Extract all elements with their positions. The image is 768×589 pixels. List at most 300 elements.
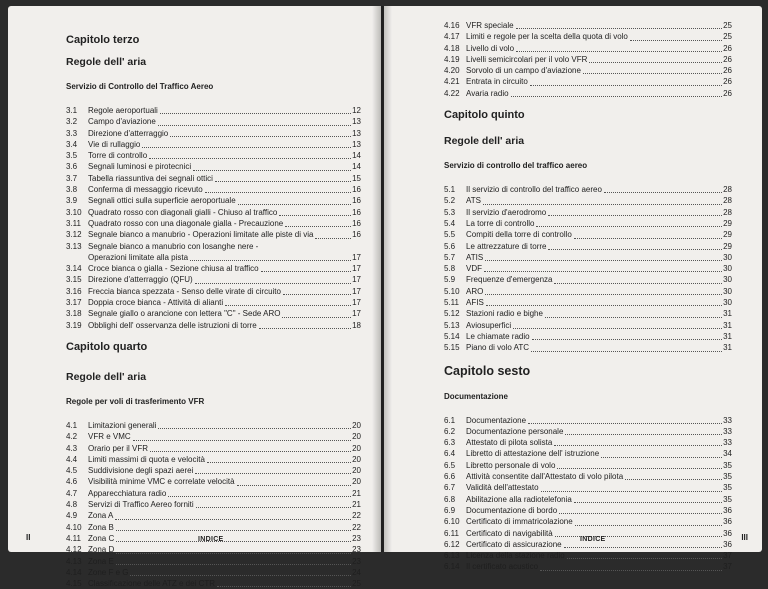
toc-entry-number: 5.11	[444, 298, 459, 308]
toc-entry-page: 31	[723, 331, 732, 341]
toc-leader-dots	[548, 249, 722, 250]
toc-leader-dots	[285, 226, 351, 227]
toc-entry	[444, 207, 732, 218]
toc-entry-title: Abilitazione alla radiotelefonia	[466, 494, 572, 504]
toc-entry	[444, 31, 732, 42]
toc-entry-title: Certificato di navigabilità	[466, 528, 553, 538]
left-page	[8, 6, 381, 589]
toc-entry-number: 3.3	[66, 128, 78, 138]
toc-entry-number: 3.1	[66, 106, 78, 115]
toc-entry	[444, 460, 732, 471]
toc-leader-dots	[116, 530, 351, 531]
toc-entry-number: 4.20	[444, 66, 460, 76]
toc-leader-dots	[283, 294, 351, 295]
toc-entry	[444, 561, 732, 572]
toc-entry-page: 30	[723, 298, 732, 308]
toc-entry-number: 6.4	[444, 449, 456, 459]
toc-leader-dots	[554, 445, 722, 446]
toc-entry	[444, 88, 732, 99]
toc-leader-dots	[279, 215, 351, 216]
toc-entry	[444, 494, 732, 505]
toc-entry-page: 31	[723, 320, 732, 330]
toc-entry	[66, 297, 361, 308]
toc-entry-number: 5.10	[444, 286, 460, 296]
toc-entry	[444, 218, 732, 229]
toc-entry-title: VFR e VMC	[88, 432, 131, 442]
toc-entry	[444, 20, 732, 31]
toc-entry-title: Doppia croce bianca - Attività di alianti	[88, 298, 224, 308]
toc-entry-title: Le attrezzature di torre	[466, 241, 547, 251]
toc-entry	[66, 443, 361, 454]
toc-leader-dots	[133, 440, 351, 441]
toc-entry-page: 31	[723, 309, 732, 319]
toc-entry-title: Orario per il VFR	[88, 443, 149, 453]
toc-entry	[66, 252, 361, 263]
toc-entry-title: Conferma di messaggio ricevuto	[88, 185, 203, 195]
page-folio: III	[741, 533, 748, 542]
toc-leader-dots	[196, 507, 351, 508]
toc-entry-number: 6.3	[444, 438, 456, 448]
toc-entry-title: Zona A	[88, 511, 114, 521]
toc-leader-dots	[238, 204, 351, 205]
toc-entry-title: Attività consentite dall'Attestato di volo pilota	[466, 472, 624, 482]
toc-entry-number: 4.6	[66, 477, 78, 487]
toc-entry-title: Entrata in circuito	[466, 77, 528, 87]
toc-entry-number: 3.12	[66, 230, 82, 240]
toc-entry-page: 36	[723, 505, 732, 515]
toc-entry	[444, 331, 732, 342]
toc-entry-title: ATIS	[466, 252, 484, 262]
toc-entry-page: 25	[723, 21, 732, 30]
toc-entry	[444, 76, 732, 87]
toc-entry-number: 5.3	[444, 207, 456, 217]
toc-entry	[66, 173, 361, 184]
toc-entry-page: 23	[352, 556, 361, 566]
toc-entry-title: Stazioni radio e bighe	[466, 309, 543, 319]
toc-entry-title: Limiti massimi di quota e velocità	[88, 454, 205, 464]
toc-entry	[444, 184, 732, 195]
toc-entry	[444, 415, 732, 426]
toc-entry-title: Quadrato rosso con diagonali gialli - Chiuso al traffico	[88, 207, 278, 217]
toc-entry	[444, 43, 732, 54]
toc-entry-title: Zona D	[88, 545, 115, 555]
toc-entry-page: 25	[723, 32, 732, 42]
toc-leader-dots	[604, 192, 722, 193]
section-heading: Documentazione	[444, 391, 509, 401]
toc-leader-dots	[115, 519, 351, 520]
toc-entry-page: 17	[352, 298, 361, 308]
toc-leader-dots	[142, 147, 351, 148]
toc-list	[66, 105, 361, 331]
toc-entry-number: 5.1	[444, 185, 456, 195]
toc-leader-dots	[130, 575, 351, 576]
toc-leader-dots	[567, 558, 722, 559]
toc-leader-dots	[160, 113, 351, 114]
toc-leader-dots	[170, 136, 351, 137]
toc-entry-title: Vie di rullaggio	[88, 139, 141, 149]
toc-entry-page: 17	[352, 286, 361, 296]
toc-leader-dots	[511, 96, 723, 97]
right-page	[384, 6, 762, 572]
toc-list	[66, 420, 361, 589]
toc-entry-title: Limiti e regole per la scelta della quota di volo	[466, 32, 628, 42]
toc-entry-title: Livello di volo	[466, 43, 515, 53]
toc-entry-page: 20	[352, 432, 361, 442]
toc-entry-number: 4.7	[66, 488, 78, 498]
toc-entry	[66, 241, 361, 252]
toc-entry-title: Zona E	[88, 556, 114, 566]
toc-leader-dots	[548, 215, 722, 216]
toc-entry-page: 17	[352, 275, 361, 285]
toc-entry-number: 3.9	[66, 196, 78, 206]
toc-leader-dots	[574, 502, 722, 503]
toc-entry-number: 4.5	[66, 466, 78, 476]
toc-entry-page: 29	[723, 241, 732, 251]
toc-entry-page: 21	[352, 500, 361, 510]
toc-entry	[444, 297, 732, 308]
toc-entry-page: 37	[723, 551, 732, 561]
toc-entry-page: 23	[352, 533, 361, 543]
toc-entry	[66, 139, 361, 150]
toc-entry-title: Piano di volo ATC	[466, 343, 529, 353]
toc-leader-dots	[516, 51, 722, 52]
toc-leader-dots	[207, 462, 351, 463]
toc-entry-title: Segnale bianco a manubrio - Operazioni limitate alle piste di via	[88, 230, 314, 240]
toc-leader-dots	[554, 283, 722, 284]
toc-entry-page: 30	[723, 286, 732, 296]
toc-leader-dots	[259, 328, 351, 329]
toc-leader-dots	[564, 547, 722, 548]
toc-entry	[66, 263, 361, 274]
toc-entry-page: 29	[723, 230, 732, 240]
section-heading: Regole per voli di trasferimento VFR	[66, 396, 205, 406]
toc-leader-dots	[630, 40, 722, 41]
toc-entry-page: 28	[723, 207, 732, 217]
toc-entry-title: Apparecchiatura radio	[88, 488, 167, 498]
toc-leader-dots	[116, 564, 351, 565]
toc-leader-dots	[158, 125, 351, 126]
toc-entry-number: 6.9	[444, 505, 456, 515]
toc-entry-number: 6.11	[444, 528, 459, 538]
toc-entry-page: 28	[723, 196, 732, 206]
toc-entry-number: 3.5	[66, 151, 78, 161]
running-head: INDICE	[580, 536, 606, 543]
toc-entry-number: 5.15	[444, 343, 460, 353]
toc-entry-number: 4.14	[66, 567, 82, 577]
toc-entry-page: 16	[352, 230, 361, 240]
toc-leader-dots	[575, 525, 722, 526]
toc-list	[444, 20, 732, 99]
toc-entry	[66, 105, 361, 116]
toc-entry-title: Segnali luminosi e pirotecnici	[88, 162, 192, 172]
toc-entry-title: Livelli semicircolari per il volo VFR	[466, 54, 588, 64]
toc-entry	[66, 286, 361, 297]
book-gutter-shadow	[372, 6, 392, 552]
toc-entry	[444, 505, 732, 516]
toc-entry-number: 3.8	[66, 185, 78, 195]
toc-entry	[444, 320, 732, 331]
toc-entry-title: Libretto personale di volo	[466, 460, 556, 470]
toc-leader-dots	[530, 85, 722, 86]
toc-entry-number: 6.7	[444, 483, 456, 493]
toc-entry-page: 37	[723, 562, 732, 572]
toc-entry	[66, 499, 361, 510]
toc-entry-page: 14	[352, 151, 361, 161]
toc-entry	[444, 54, 732, 65]
toc-entry	[66, 578, 361, 589]
toc-leader-dots	[559, 513, 722, 514]
toc-entry-page: 16	[352, 196, 361, 206]
toc-entry-page: 33	[723, 438, 732, 448]
toc-leader-dots	[158, 428, 351, 429]
toc-entry	[444, 65, 732, 76]
toc-entry	[66, 556, 361, 567]
toc-leader-dots	[215, 181, 351, 182]
toc-entry-title: Attestato di pilota solista	[466, 438, 553, 448]
toc-entry-page: 28	[723, 185, 732, 195]
toc-entry-title: Compiti della torre di controllo	[466, 230, 572, 240]
toc-entry	[66, 184, 361, 195]
toc-entry-title: Campo d'aviazione	[88, 117, 156, 127]
toc-entry-title: Licenza della stazione radio	[466, 551, 565, 561]
toc-entry	[444, 342, 732, 353]
toc-entry	[444, 482, 732, 493]
toc-entry	[444, 241, 732, 252]
toc-entry-title: Certificato di immatricolazione	[466, 517, 573, 527]
toc-leader-dots	[486, 305, 722, 306]
toc-entry-number: 6.6	[444, 472, 456, 482]
toc-leader-dots	[589, 62, 722, 63]
toc-entry-page: 17	[352, 264, 361, 274]
toc-entry-title: Regole aeroportuali	[88, 106, 158, 115]
toc-entry	[66, 510, 361, 521]
toc-entry-title: Validità dell'attestato	[466, 483, 539, 493]
toc-entry-number: 3.6	[66, 162, 78, 172]
toc-entry-number: 4.2	[66, 432, 78, 442]
toc-entry-title: Classificazione delle ATZ e dei CTR	[88, 579, 216, 589]
toc-entry-number: 3.4	[66, 139, 78, 149]
section-heading: Servizio di Controllo del Traffico Aereo	[66, 82, 214, 91]
toc-entry-number: 3.7	[66, 173, 78, 183]
toc-entry-page: 35	[723, 460, 732, 470]
toc-entry-page: 16	[352, 218, 361, 228]
toc-leader-dots	[583, 73, 722, 74]
toc-entry-title: Avaria radio	[466, 88, 509, 98]
toc-entry-page: 16	[352, 185, 361, 195]
toc-leader-dots	[315, 238, 351, 239]
toc-entry	[66, 128, 361, 139]
toc-entry	[66, 522, 361, 533]
toc-entry-page: 22	[352, 511, 361, 521]
toc-entry-title: Documentazione	[466, 415, 527, 425]
toc-leader-dots	[531, 351, 722, 352]
toc-entry	[444, 550, 732, 561]
right-page-content	[384, 6, 762, 572]
toc-entry-number: 5.9	[444, 275, 456, 285]
toc-entry-number: 4.18	[444, 43, 460, 53]
toc-entry-number: 3.18	[66, 309, 82, 319]
part-heading: Regole dell' aria	[66, 56, 147, 68]
toc-entry-title: Segnali ottici sulla superficie aeroportuale	[88, 196, 236, 206]
toc-entry-title: Direzione d'atterraggio	[88, 128, 169, 138]
toc-leader-dots	[601, 457, 722, 458]
toc-entry	[66, 274, 361, 285]
part-heading: Regole dell' aria	[444, 135, 525, 148]
toc-leader-dots	[532, 339, 723, 340]
toc-entry	[66, 207, 361, 218]
toc-entry-page: 20	[352, 477, 361, 487]
toc-entry-number: 5.4	[444, 218, 456, 228]
toc-entry-title: Sorvolo di un campo d'aviazione	[466, 66, 581, 76]
toc-entry-page: 21	[352, 488, 361, 498]
toc-entry	[444, 516, 732, 527]
toc-entry-number: 6.12	[444, 539, 460, 549]
toc-entry-number: 4.3	[66, 443, 78, 453]
toc-leader-dots	[536, 226, 722, 227]
toc-entry	[444, 426, 732, 437]
toc-entry-page: 22	[352, 522, 361, 532]
toc-leader-dots	[116, 541, 351, 542]
toc-entry-page: 23	[352, 545, 361, 555]
toc-entry-page: 13	[352, 117, 361, 127]
toc-entry-title: La torre di controllo	[466, 218, 535, 228]
toc-entry-number: 6.5	[444, 460, 456, 470]
toc-entry-title: VDF	[466, 264, 482, 274]
toc-entry-title: ARO	[466, 286, 484, 296]
toc-entry-number: 4.12	[66, 545, 82, 555]
toc-entry	[66, 544, 361, 555]
toc-entry-number: 3.11	[66, 218, 81, 228]
toc-entry-number: 4.9	[66, 511, 78, 521]
toc-entry-page: 30	[723, 252, 732, 262]
toc-entry-page: 12	[352, 106, 361, 115]
toc-entry-number: 3.15	[66, 275, 82, 285]
toc-entry-title: Le chiamate radio	[466, 331, 530, 341]
toc-leader-dots	[557, 468, 722, 469]
toc-leader-dots	[485, 260, 722, 261]
toc-entry-number: 4.4	[66, 454, 78, 464]
toc-entry	[444, 437, 732, 448]
toc-entry-number: 6.1	[444, 415, 456, 425]
toc-leader-dots	[565, 434, 722, 435]
toc-leader-dots	[541, 491, 723, 492]
toc-entry-number: 4.22	[444, 88, 460, 98]
toc-entry	[444, 471, 732, 482]
toc-entry-page: 16	[352, 207, 361, 217]
toc-entry-page: 36	[723, 539, 732, 549]
toc-entry-title: Obblighi dell' osservanza delle istruzioni di torre	[88, 320, 257, 330]
toc-leader-dots	[116, 553, 351, 554]
toc-entry-number: 5.7	[444, 252, 456, 262]
toc-entry	[444, 274, 732, 285]
toc-leader-dots	[150, 451, 351, 452]
toc-entry	[444, 263, 732, 274]
toc-entry	[444, 252, 732, 263]
page-folio: II	[26, 533, 31, 542]
toc-entry	[444, 229, 732, 240]
chapter-heading: Capitolo quinto	[444, 109, 525, 122]
toc-entry-number: 4.17	[444, 32, 460, 42]
toc-entry-page: 20	[352, 454, 361, 464]
toc-entry-page: 26	[723, 54, 732, 64]
toc-entry-number: 4.21	[444, 77, 460, 87]
toc-entry-title: Segnale bianco a manubrio con losanghe nere -	[88, 241, 259, 251]
toc-entry-number: 5.5	[444, 230, 456, 240]
toc-entry-title: VFR speciale	[466, 21, 514, 30]
toc-entry-title: Visibilità minime VMC e correlate velocità	[88, 477, 235, 487]
toc-entry	[66, 488, 361, 499]
toc-leader-dots	[282, 317, 351, 318]
toc-entry	[444, 308, 732, 319]
toc-entry-title: Aviosuperfici	[466, 320, 512, 330]
toc-entry-number: 4.13	[66, 556, 82, 566]
toc-entry	[66, 567, 361, 578]
toc-entry-number: 3.17	[66, 298, 82, 308]
toc-entry-number: 3.10	[66, 207, 82, 217]
toc-leader-dots	[545, 317, 722, 318]
toc-entry-number: 3.16	[66, 286, 82, 296]
toc-leader-dots	[190, 260, 351, 261]
toc-entry-number: 3.19	[66, 320, 82, 330]
toc-entry-page: 24	[352, 567, 361, 577]
toc-entry-number: 4.19	[444, 54, 460, 64]
toc-entry-page: 18	[352, 320, 361, 330]
toc-entry-title: Suddivisione degli spazi aerei	[88, 466, 194, 476]
toc-leader-dots	[193, 170, 351, 171]
toc-leader-dots	[195, 283, 351, 284]
toc-entry-page: 26	[723, 43, 732, 53]
toc-entry-title: Servizi di Traffico Aereo forniti	[88, 500, 194, 510]
toc-entry-title: Freccia bianca spezzata - Senso delle virate di circuito	[88, 286, 281, 296]
toc-entry-title: ATS	[466, 196, 481, 206]
toc-entry-page: 14	[352, 162, 361, 172]
toc-entry-title: Zona B	[88, 522, 114, 532]
toc-entry-number: 5.8	[444, 264, 456, 274]
toc-entry-page: 34	[723, 449, 732, 459]
toc-entry-number: 4.1	[66, 420, 78, 430]
toc-entry-number: 6.8	[444, 494, 456, 504]
chapter-heading: Capitolo terzo	[66, 34, 140, 46]
toc-entry-number: 6.10	[444, 517, 460, 527]
toc-leader-dots	[516, 28, 723, 29]
toc-leader-dots	[217, 586, 351, 587]
toc-entry-page: 20	[352, 443, 361, 453]
toc-entry-page: 15	[352, 173, 361, 183]
toc-entry-title: Documentazione di bordo	[466, 505, 558, 515]
toc-entry-number: 4.16	[444, 21, 460, 30]
part-heading: Regole dell' aria	[66, 370, 147, 383]
toc-leader-dots	[485, 294, 722, 295]
toc-entry	[66, 150, 361, 161]
toc-leader-dots	[261, 271, 351, 272]
toc-entry	[66, 161, 361, 172]
toc-entry-title: Documentazione personale	[466, 426, 564, 436]
toc-entry-page: 33	[723, 415, 732, 425]
toc-entry-title: Limitazioni generali	[88, 420, 157, 430]
toc-list	[444, 184, 732, 353]
toc-entry-number: 5.12	[444, 309, 460, 319]
toc-entry-number: 4.8	[66, 500, 78, 510]
chapter-heading: Capitolo sesto	[444, 363, 531, 378]
toc-entry-title: Frequenze d'emergenza	[466, 275, 553, 285]
toc-entry-page: 29	[723, 218, 732, 228]
toc-entry-number: 4.15	[66, 579, 82, 589]
toc-entry-page: 33	[723, 426, 732, 436]
toc-entry-page: 20	[352, 466, 361, 476]
toc-entry-number: 6.14	[444, 562, 460, 572]
toc-entry-page: 25	[352, 579, 361, 589]
toc-entry-title: Tabella riassuntiva dei segnali ottici	[88, 173, 213, 183]
